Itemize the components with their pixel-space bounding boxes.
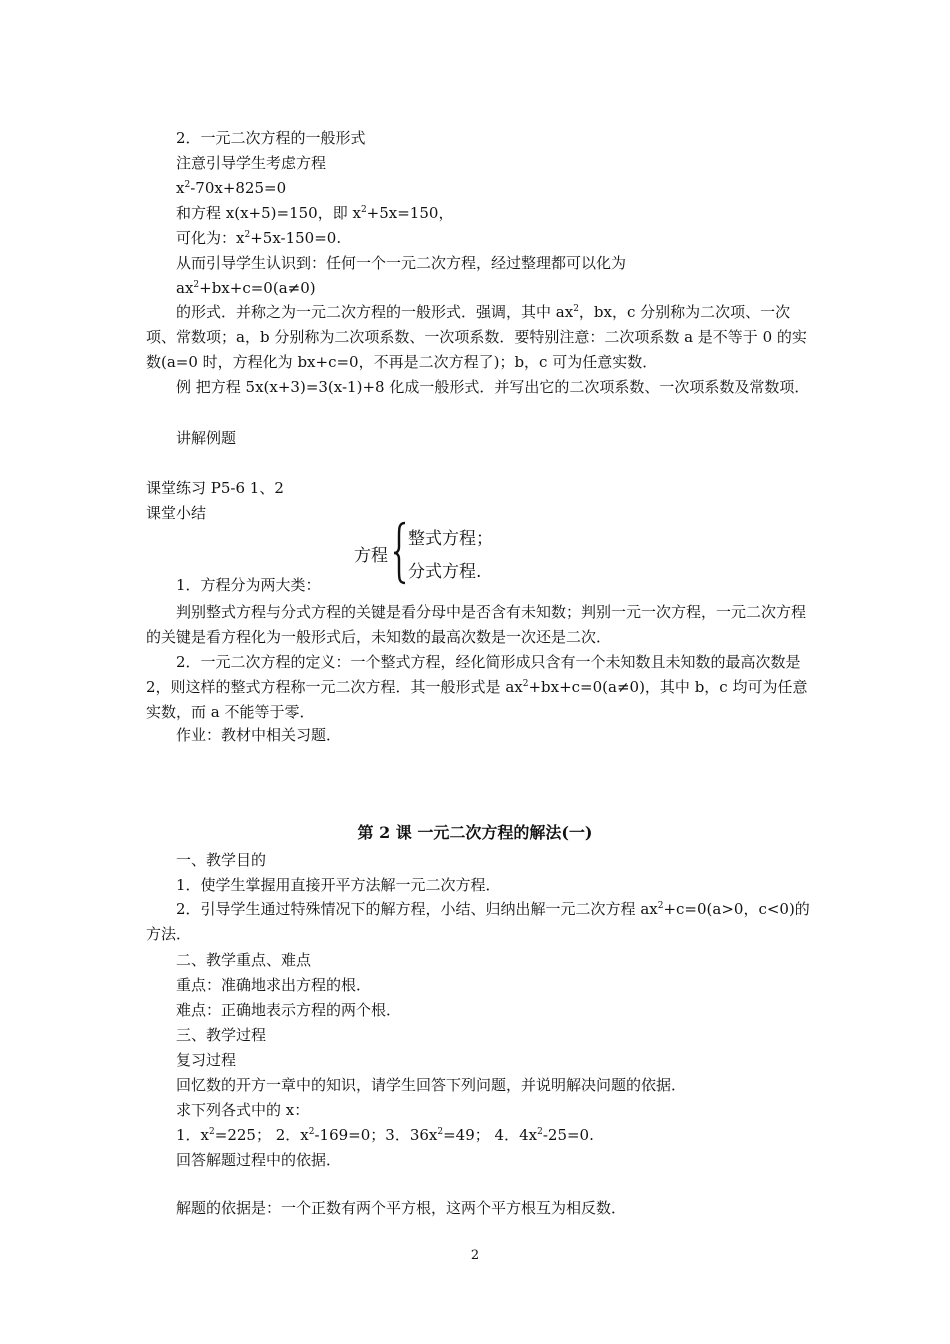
diagram-root: 方程 (354, 546, 388, 566)
paragraph (146, 897, 812, 947)
text-line: 1．方程分为两大类： (176, 576, 321, 594)
text-line: 二、教学重点、难点 (176, 951, 312, 969)
text-line: 求下列各式中的 x： (176, 1101, 310, 1119)
paragraph: 判别整式方程与分式方程的关键是看分母中是否含有未知数；判别一元一次方程，一元二次方程的关键是看方程化为一般形式后，未知数的最高次数是一次还是二次． (146, 603, 807, 646)
para-exp: 2 (522, 679, 529, 689)
text-line: 1．使学生掌握用直接开平方法解一元二次方程． (176, 876, 501, 894)
eq-part: -70x+825=0 (190, 179, 287, 197)
text-line: 一、教学目的 (176, 851, 267, 869)
diagram-top: 整式方程； (408, 529, 493, 549)
para-part: +bx+c=0(a≠0)，其中 b，c 均可为任意实数，而 a 不能等于零． (146, 678, 808, 721)
text-line: 三、教学过程 (176, 1026, 267, 1044)
para-part: 2．引导学生通过特殊情况下的解方程，小结、归纳出解一元二次方程 ax (176, 900, 658, 918)
ex-exp: 2 (209, 1127, 215, 1137)
summary-heading: 课堂小结 (146, 504, 207, 522)
ex-part: -25=0. (542, 1126, 594, 1144)
ex-part: 1．x (176, 1126, 210, 1144)
eq-part: +5x=150， (366, 204, 454, 222)
eq-exp: 2 (193, 280, 200, 290)
eq-part: +bx+c=0(a≠0) (199, 279, 316, 297)
equation (176, 278, 316, 298)
eq-part: +5x-150=0. (250, 229, 342, 247)
text-line: 回答解题过程中的依据． (176, 1151, 342, 1169)
eq-part: x (176, 179, 185, 197)
ex-part: =225； 2．x (214, 1126, 309, 1144)
eq-part: ax (176, 279, 194, 297)
eq-exp: 2 (244, 230, 251, 240)
paragraph (146, 300, 812, 375)
para-part: 2．一元二次方程的定义：一个整式方程，经化简形成只含有一个未知数且未知数的最高次数是 2，则这样的整式方程称一元二次方程．其一般形式是 ax (146, 653, 801, 696)
text-line: 复习过程 (176, 1051, 237, 1069)
ex-exp: 2 (437, 1127, 444, 1137)
lesson-title: 第 2 课 一元二次方程的解法(一) (357, 823, 593, 842)
equation (176, 203, 453, 223)
brace-icon (392, 520, 408, 586)
text-line: 难点：正确地表示方程的两个根． (176, 1001, 402, 1019)
para-exp: 2 (573, 304, 579, 314)
equation (176, 178, 286, 198)
section-heading: 2．一元二次方程的一般形式 (176, 129, 366, 147)
text-line: 重点：准确地求出方程的根． (176, 976, 372, 994)
homework: 作业：教材中相关习题． (176, 726, 342, 744)
example: 例 把方程 5x(x+3)=3(x-1)+8 化成一般形式．并写出它的二次项系数、一次项系数及常数项． (176, 378, 810, 396)
text-line: 讲解例题 (176, 429, 237, 447)
practice: 课堂练习 P5-6 1、2 (146, 479, 284, 497)
para-part: +c=0(a>0，c<0)的方法． (146, 900, 810, 943)
text-line: 解题的依据是：一个正数有两个平方根，这两个平方根互为相反数． (176, 1199, 627, 1217)
para-exp: 2 (657, 901, 664, 911)
eq-part: 可化为：x (176, 229, 245, 247)
ex-part: -169=0；3．36x (314, 1126, 438, 1144)
text-line: 注意引导学生考虑方程 (176, 154, 327, 172)
classification-diagram (354, 520, 504, 586)
diagram-bottom: 分式方程. (408, 562, 482, 582)
eq-exp: 2 (184, 180, 191, 190)
exercise-line (176, 1125, 594, 1145)
page-number: 2 (470, 1248, 480, 1263)
ex-exp: 2 (308, 1127, 315, 1137)
eq-part: 和方程 x(x+5)=150，即 x (176, 204, 361, 222)
ex-exp: 2 (537, 1127, 543, 1137)
para-part: 的形式．并称之为一元二次方程的一般形式．强调，其中 ax (176, 303, 574, 321)
text-line: 从而引导学生认识到：任何一个一元二次方程，经过整理都可以化为 (176, 254, 627, 272)
eq-exp: 2 (360, 205, 367, 215)
text-line: 回忆数的开方一章中的知识，请学生回答下列问题，并说明解决问题的依据． (176, 1076, 687, 1094)
para-part: ，bx，c 分别称为二次项、一次项、常数项；a，b 分别称为二次项系数、一次项系数．要特别注意：二次项系数 a 是不等于 0 的实数(a=0 时，方程化为 bx+c=0，不再是二次方程了)；b，c 可为任意实数． (146, 303, 807, 371)
equation (176, 228, 341, 248)
paragraph (146, 650, 812, 725)
ex-part: =49； 4．4x (443, 1126, 538, 1144)
